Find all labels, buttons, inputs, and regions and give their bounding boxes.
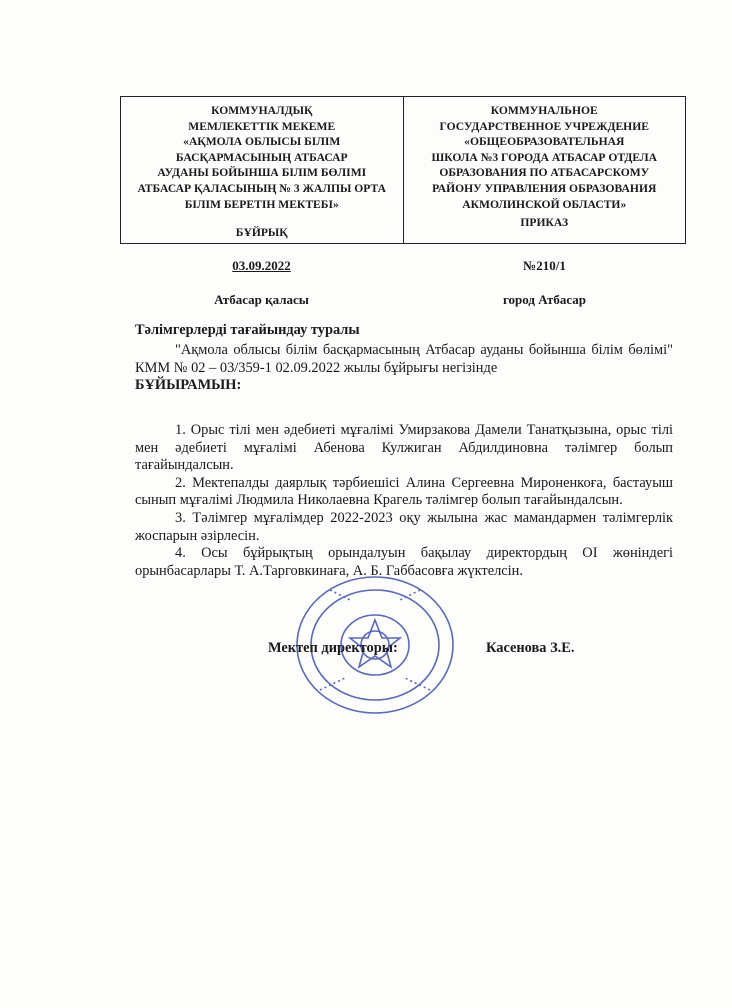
header-right-line: ГОСУДАРСТВЕННОЕ УЧРЕЖДЕНИЕ: [439, 119, 649, 133]
signature-position: Мектеп директоры:: [268, 640, 398, 656]
header-left-kz: [121, 97, 404, 243]
date-number-row: [120, 258, 686, 274]
order-word-ru: ПРИКАЗ: [520, 216, 569, 230]
preamble-text: [135, 342, 673, 377]
city-kz: Атбасар қаласы: [214, 292, 309, 307]
header-right-line: ШКОЛА №3 ГОРОДА АТБАСАР ОТДЕЛА: [431, 150, 657, 164]
order-items: [135, 422, 673, 580]
signature-name: Касенова З.Е.: [486, 640, 575, 656]
order-item: 1. Орыс тілі мен әдебиеті мұғалімі Умирзакова Дамели Танатқызына, орыс тілі мен әдебиеті мұғалімі Абенова Кулжиган Абдилдиновна тәлімгер болып тағайындалсын.: [135, 422, 673, 474]
header-right-line: ОБРАЗОВАНИЯ ПО АТБАСАРСКОМУ: [439, 166, 650, 180]
order-directive: БҰЙЫРАМЫН:: [135, 377, 242, 394]
city-ru: город Атбасар: [502, 292, 587, 307]
preamble-block: [135, 342, 673, 395]
header-left-line: БАСҚАРМАСЫНЫҢ АТБАСАР: [175, 150, 348, 164]
order-item: 2. Мектепалды даярлық тәрбиешісі Алина Сергеевна Мироненкоға, бастауыш сынып мұғалімі Людмила Николаевна Крагель тәлімгер болып тағайындалсын.: [135, 474, 673, 509]
city-row: [120, 292, 686, 308]
order-subject: Тәлімгерлерді тағайындау туралы: [135, 322, 360, 338]
header-right-line: РАЙОНУ УПРАВЛЕНИЯ ОБРАЗОВАНИЯ: [432, 181, 657, 195]
header-right-line: КОММУНАЛЬНОЕ: [490, 104, 598, 117]
header-right-ru: [404, 97, 686, 243]
order-date: 03.09.2022: [232, 258, 291, 273]
header-table: [120, 96, 686, 244]
header-left-line: АТБАСАР ҚАЛАСЫНЫҢ № 3 ЖАЛПЫ ОРТА: [137, 181, 387, 195]
header-left-line: «АҚМОЛА ОБЛЫСЫ БІЛІМ: [183, 135, 341, 149]
order-number: №210/1: [523, 258, 566, 273]
header-left-line: КОММУНАЛДЫҚ: [211, 104, 313, 117]
order-item: 3. Тәлімгер мұғалімдер 2022-2023 оқу жылына жас мамандармен тәлімгерлік жоспарын әзірлесін.: [135, 509, 673, 544]
order-item: 4. Осы бұйрықтың орындалуын бақылау директордың ОІ жөніндегі орынбасарлары Т. А.Тарговкинаға, А. Б. Габбасовға жүктелсін.: [135, 545, 673, 579]
preamble: "Ақмола облысы білім басқармасының Атбасар ауданы бойынша білім бөлімі" КММ № 02 – 03/359-1 02.09.2022 жылы бұйрығы негізінде: [135, 342, 673, 376]
order-word-kz: БҰЙРЫҚ: [235, 226, 288, 240]
header-right-line: «ОБЩЕОБРАЗОВАТЕЛЬНАЯ: [464, 135, 625, 149]
header-left-line: МЕМЛЕКЕТТІК МЕКЕМЕ: [188, 119, 336, 133]
header-left-line: АУДАНЫ БОЙЫНША БІЛІМ БӨЛІМІ: [157, 166, 367, 180]
header-right-line: АКМОЛИНСКОЙ ОБЛАСТИ»: [462, 197, 627, 211]
header-left-line: БІЛІМ БЕРЕТІН МЕКТЕБІ»: [184, 197, 339, 211]
